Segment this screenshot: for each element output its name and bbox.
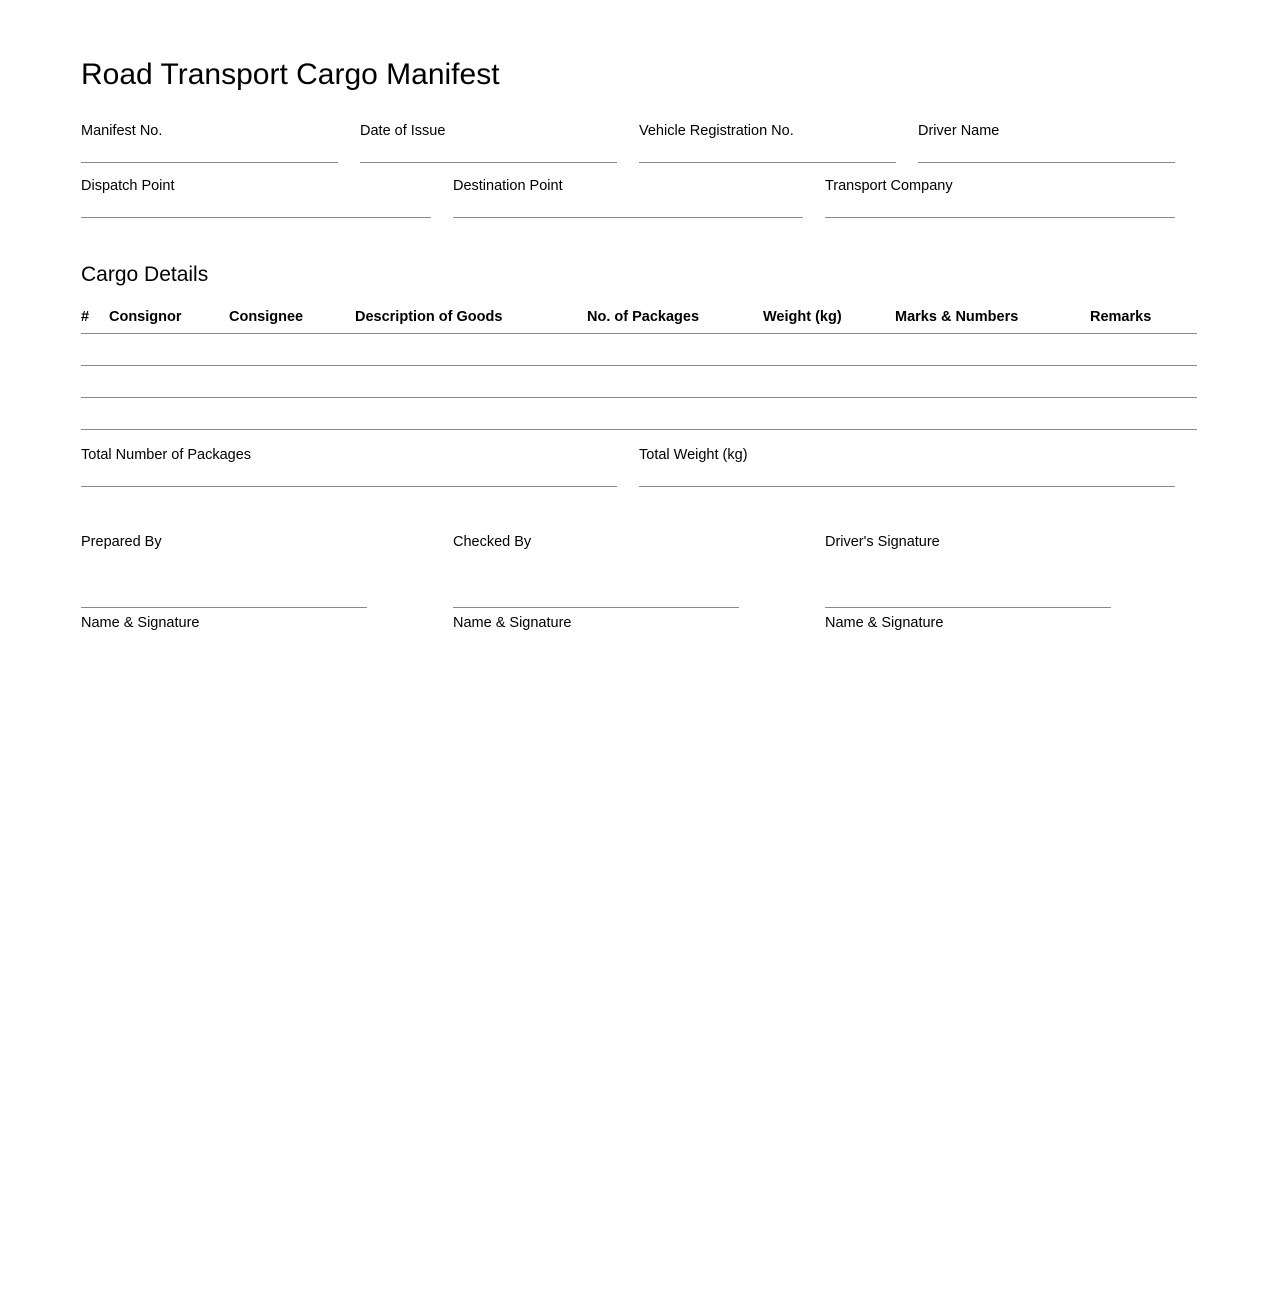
column-header-consignor: Consignor	[109, 309, 229, 334]
field-label-manifest-no: Manifest No.	[81, 123, 163, 139]
signature-caption-checked-by: Name & Signature	[452, 615, 572, 631]
cell-consignor[interactable]	[109, 334, 229, 366]
field-date-of-issue[interactable]	[360, 122, 639, 163]
table-row[interactable]	[81, 366, 1197, 398]
field-label-dispatch-point: Dispatch Point	[81, 178, 175, 194]
cell-description[interactable]	[355, 398, 587, 430]
manifest-sheet	[81, 0, 1197, 632]
signature-block-prepared-by[interactable]	[81, 533, 453, 632]
cargo-details-table	[81, 309, 1197, 430]
cell-weight[interactable]	[763, 398, 895, 430]
field-label-destination-point: Destination Point	[452, 178, 563, 194]
field-rule-total-weight[interactable]	[639, 486, 1175, 487]
cell-weight[interactable]	[763, 334, 895, 366]
column-header-marks: Marks & Numbers	[895, 309, 1090, 334]
field-label-total-packages: Total Number of Packages	[81, 447, 252, 463]
cell-remarks[interactable]	[1090, 398, 1197, 430]
signature-rule-driver[interactable]	[825, 607, 1111, 608]
cell-description[interactable]	[355, 366, 587, 398]
field-rule-vehicle-registration-no[interactable]	[639, 162, 896, 163]
signature-caption-prepared-by: Name & Signature	[81, 615, 200, 631]
signature-rule-prepared-by[interactable]	[81, 607, 367, 608]
signature-title-prepared-by: Prepared By	[81, 534, 162, 550]
field-rule-destination-point[interactable]	[453, 217, 803, 218]
cargo-table-header-row	[81, 309, 1197, 334]
cargo-table-body	[81, 334, 1197, 430]
signature-block-driver[interactable]	[825, 533, 1197, 632]
field-manifest-no[interactable]	[81, 122, 360, 163]
field-rule-date-of-issue[interactable]	[360, 162, 617, 163]
signature-block-checked-by[interactable]	[453, 533, 825, 632]
header-fields-row-2	[81, 177, 1197, 218]
cell-consignee[interactable]	[229, 334, 355, 366]
field-rule-total-packages[interactable]	[81, 486, 617, 487]
cell-description[interactable]	[355, 334, 587, 366]
signature-rule-checked-by[interactable]	[453, 607, 739, 608]
header-fields-row-1	[81, 122, 1197, 163]
column-header-number: #	[81, 309, 109, 334]
field-label-total-weight: Total Weight (kg)	[639, 447, 748, 463]
column-header-description: Description of Goods	[355, 309, 587, 334]
cell-packages[interactable]	[587, 398, 763, 430]
column-header-remarks: Remarks	[1090, 309, 1197, 334]
field-driver-name[interactable]	[918, 122, 1197, 163]
field-vehicle-registration-no[interactable]	[639, 122, 918, 163]
cell-consignor[interactable]	[109, 398, 229, 430]
cargo-details-heading: Cargo Details	[81, 263, 209, 286]
totals-row	[81, 446, 1197, 487]
field-rule-dispatch-point[interactable]	[81, 217, 431, 218]
signature-title-driver: Driver's Signature	[824, 534, 940, 550]
field-destination-point[interactable]	[453, 177, 825, 218]
cell-consignee[interactable]	[229, 366, 355, 398]
table-row[interactable]	[81, 334, 1197, 366]
cell-number[interactable]	[81, 366, 109, 398]
cell-consignee[interactable]	[229, 398, 355, 430]
field-total-weight[interactable]	[639, 446, 1197, 487]
cell-consignor[interactable]	[109, 366, 229, 398]
table-row[interactable]	[81, 398, 1197, 430]
signature-caption-driver: Name & Signature	[824, 615, 944, 631]
signature-title-checked-by: Checked By	[452, 534, 532, 550]
cell-number[interactable]	[81, 334, 109, 366]
field-label-date-of-issue: Date of Issue	[360, 123, 446, 139]
cell-marks[interactable]	[895, 366, 1090, 398]
field-label-transport-company: Transport Company	[824, 178, 953, 194]
field-rule-driver-name[interactable]	[918, 162, 1175, 163]
cell-remarks[interactable]	[1090, 334, 1197, 366]
cell-remarks[interactable]	[1090, 366, 1197, 398]
field-rule-transport-company[interactable]	[825, 217, 1175, 218]
column-header-weight: Weight (kg)	[763, 309, 895, 334]
field-rule-manifest-no[interactable]	[81, 162, 338, 163]
field-label-driver-name: Driver Name	[918, 123, 1000, 139]
field-dispatch-point[interactable]	[81, 177, 453, 218]
cell-number[interactable]	[81, 398, 109, 430]
cell-packages[interactable]	[587, 334, 763, 366]
cell-marks[interactable]	[895, 398, 1090, 430]
column-header-consignee: Consignee	[229, 309, 355, 334]
column-header-packages: No. of Packages	[587, 309, 763, 334]
cell-weight[interactable]	[763, 366, 895, 398]
cell-packages[interactable]	[587, 366, 763, 398]
field-label-vehicle-registration-no: Vehicle Registration No.	[639, 123, 794, 139]
cargo-table-header	[81, 309, 1197, 334]
page-title: Road Transport Cargo Manifest	[81, 58, 500, 91]
signatures-row	[81, 533, 1197, 632]
field-total-packages[interactable]	[81, 446, 639, 487]
field-transport-company[interactable]	[825, 177, 1197, 218]
cell-marks[interactable]	[895, 334, 1090, 366]
